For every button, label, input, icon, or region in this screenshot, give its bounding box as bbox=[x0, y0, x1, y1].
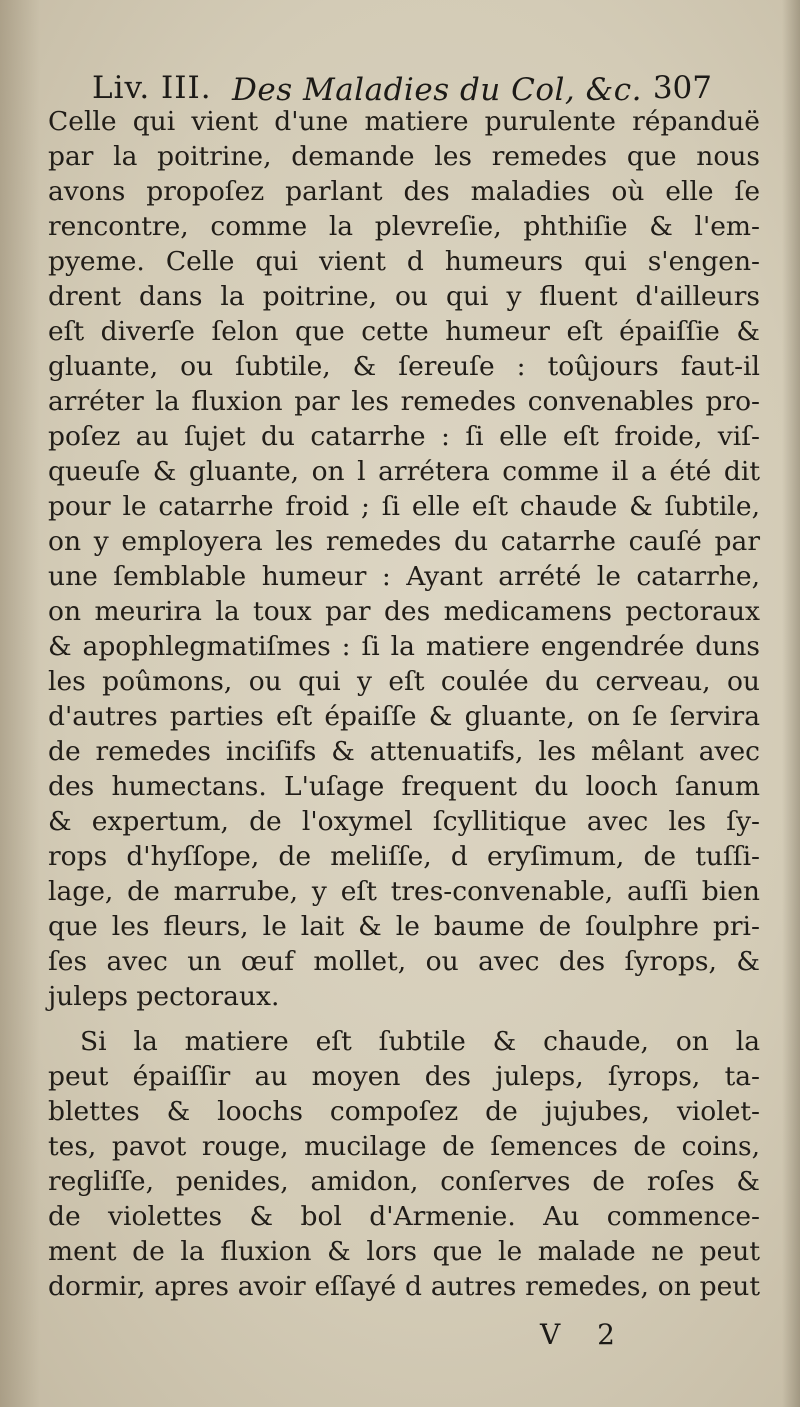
text-line: poſez au ſujet du catarrhe : ſi elle eſt froide, viſ- bbox=[48, 421, 760, 452]
text-line: gluante, ou ſubtile, & ſereuſe : toûjours faut-il bbox=[48, 351, 760, 382]
text-line: Celle qui vient d'une matiere purulente répanduë bbox=[48, 106, 760, 137]
text-line: drent dans la poitrine, ou qui y fluent d'ailleurs bbox=[48, 281, 760, 312]
signature-mark: V 2 bbox=[540, 1318, 629, 1351]
text-line: que les fleurs, le lait & le baume de ſoulphre pri- bbox=[48, 911, 760, 942]
text-line: des humectans. L'uſage frequent du looch ſanum bbox=[48, 771, 760, 802]
text-line: une ſemblable humeur : Ayant arrété le catarrhe, bbox=[48, 561, 760, 592]
text-line: les poûmons, ou qui y eſt coulée du cerveau, ou bbox=[48, 666, 760, 697]
text-line: pour le catarrhe froid ; ſi elle eſt chaude & ſubtile, bbox=[48, 491, 760, 522]
text-line: dormir, apres avoir eſſayé d autres remedes, on peut bbox=[48, 1271, 760, 1302]
text-line: eſt diverſe ſelon que cette humeur eſt épaiſſie & bbox=[48, 316, 760, 347]
text-line: peut épaiſſir au moyen des juleps, ſyrops, ta- bbox=[48, 1061, 760, 1092]
text-line: pyeme. Celle qui vient d humeurs qui s'engen- bbox=[48, 246, 760, 277]
text-line: on y employera les remedes du catarrhe cauſé par bbox=[48, 526, 760, 557]
text-line: arréter la fluxion par les remedes convenables pro- bbox=[48, 386, 760, 417]
text-line: & apophlegmatiſmes : ſi la matiere engendrée duns bbox=[48, 631, 760, 662]
text-line: & expertum, de l'oxymel ſcyllitique avec les ſy- bbox=[48, 806, 760, 837]
text-line: avons propoſez parlant des maladies où elle ſe bbox=[48, 176, 760, 207]
text-line: rops d'hyſſope, de meliſſe, d eryſimum, de tuſſi- bbox=[48, 841, 760, 872]
text-line: blettes & loochs compoſez de jujubes, violet- bbox=[48, 1096, 760, 1127]
text-line: de violettes & bol d'Armenie. Au commence- bbox=[48, 1201, 760, 1232]
text-line: par la poitrine, demande les remedes que nous bbox=[48, 141, 760, 172]
text-line: de remedes inciſifs & attenuatifs, les mêlant avec bbox=[48, 736, 760, 767]
text-line: on meurira la toux par des medicamens pectoraux bbox=[48, 596, 760, 627]
chapter-title: Des Maladies du Col, &c. bbox=[232, 72, 642, 108]
text-line: tes, pavot rouge, mucilage de ſemences de coins, bbox=[48, 1131, 760, 1162]
text-line: ſes avec un œuf mollet, ou avec des ſyrops, & bbox=[48, 946, 760, 977]
book-number: Liv. III. bbox=[92, 70, 212, 106]
text-line: lage, de marrube, y eſt tres-convenable, auſſi bien bbox=[48, 876, 760, 907]
page-number: 307 bbox=[652, 70, 712, 106]
text-line: d'autres parties eſt épaiſſe & gluante, on ſe ſervira bbox=[48, 701, 760, 732]
text-line: queuſe & gluante, on l arrétera comme il a été dit bbox=[48, 456, 760, 487]
paragraph-start-line: Si la matiere eſt ſubtile & chaude, on la bbox=[80, 1026, 760, 1057]
text-line: juleps pectoraux. bbox=[48, 981, 280, 1012]
text-line: regliſſe, penides, amidon, conſerves de roſes & bbox=[48, 1166, 760, 1197]
text-line: ment de la fluxion & lors que le malade ne peut bbox=[48, 1236, 760, 1267]
text-line: rencontre, comme la plevreſie, phthiſie & l'em- bbox=[48, 211, 760, 242]
